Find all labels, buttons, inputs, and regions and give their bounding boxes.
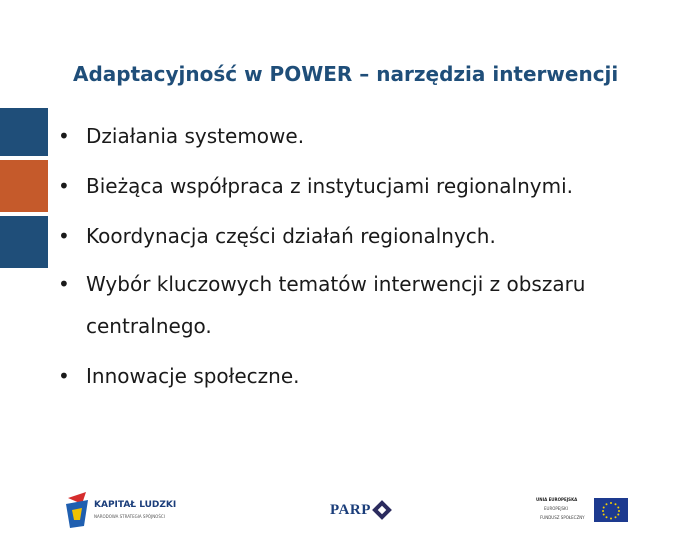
kapital-ludzki-emblem-icon (64, 490, 90, 530)
bullet-dot: • (58, 224, 70, 248)
kapital-ludzki-logo (64, 490, 194, 530)
bullet-text: Bieżąca współpraca z instytucjami regionalnymi. (86, 174, 574, 198)
bullet-text: Działania systemowe. (86, 124, 305, 148)
eu-flag-icon (594, 498, 628, 522)
bullet-item (58, 270, 658, 298)
bullet-item (58, 122, 658, 150)
kapital-ludzki-title: KAPITAŁ LUDZKI (94, 500, 177, 510)
bullet-item (58, 172, 658, 200)
eu-text-line2: EUROPEJSKI (544, 506, 568, 511)
bullet-dot: • (58, 124, 70, 148)
slide-title: Adaptacyjność w POWER – narzędzia interwencji (73, 62, 619, 86)
bullet-item (58, 362, 658, 390)
bullet-item (58, 222, 658, 250)
kapital-ludzki-subtitle: NARODOWA STRATEGIA SPÓJNOŚCI (94, 514, 165, 519)
bullet-text-continuation: centralnego. (86, 314, 212, 338)
eu-text-line1: UNIA EUROPEJSKA (536, 497, 578, 502)
parp-wordmark: PARP (330, 502, 371, 518)
eu-text-line3: FUNDUSZ SPOŁECZNY (540, 515, 585, 520)
bullet-text: Wybór kluczowych tematów interwencji z obszaru (86, 272, 586, 296)
parp-emblem-icon (372, 500, 392, 520)
bullet-dot: • (58, 364, 70, 388)
bullet-dot: • (58, 174, 70, 198)
bullet-text: Innowacje społeczne. (86, 364, 300, 388)
eu-logo (536, 497, 628, 523)
bullet-text: Koordynacja części działań regionalnych. (86, 224, 496, 248)
bullet-dot: • (58, 272, 70, 296)
parp-logo (330, 498, 394, 524)
